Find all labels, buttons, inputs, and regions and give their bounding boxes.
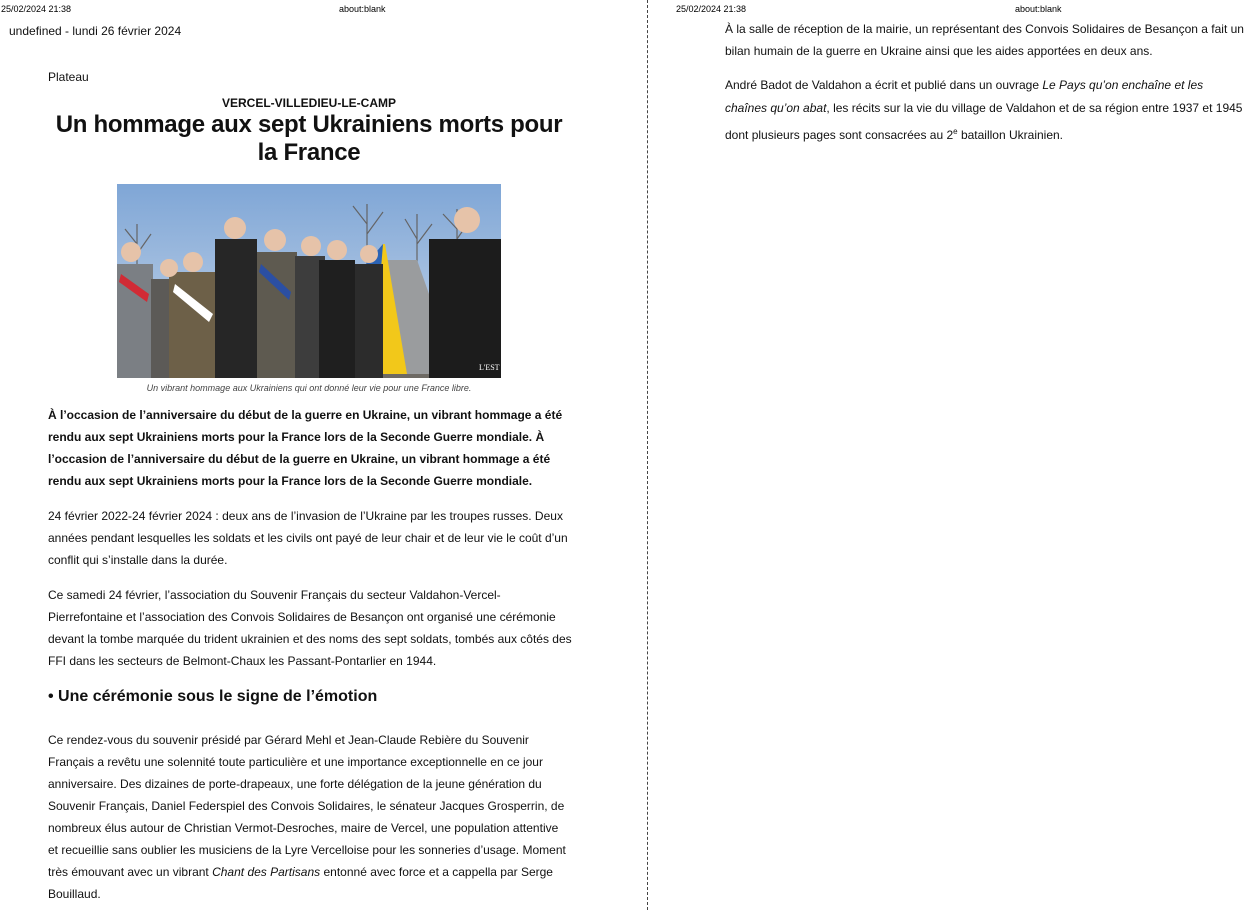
text-span: bataillon Ukrainien. (957, 128, 1064, 142)
body-paragraph: À la salle de réception de la mairie, un représentant des Convois Solidaires de Besançon a fait un bilan humain de la guerre en Ukraine ainsi que les aides apportées en deux ans. (725, 22, 1244, 58)
photo-credit: L'EST (479, 363, 500, 372)
print-timestamp: 25/02/2024 21:38 (676, 4, 747, 14)
article-photo (117, 184, 501, 378)
body-paragraph: 24 février 2022-24 février 2024 : deux ans de l’invasion de l’Ukraine par les troupes russes. Deux années pendant lesquelles les soldats et les civils ont payé de leur chair et de leur vie le coût d’un conflit qui s’installe dans la durée. (48, 509, 568, 567)
lead-paragraph: À l’occasion de l’anniversaire du début de la guerre en Ukraine, un vibrant hommage a été rendu aux sept Ukrainiens morts pour la France lors de la Seconde Guerre mondiale. À l’occasion de l’anniversaire du début de la guerre en Ukraine, un vibrant hommage a été rendu aux sept Ukrainiens morts pour la France lors de la Seconde Guerre mondiale. (48, 408, 563, 488)
body-paragraph (725, 74, 1245, 147)
photo-caption: Un vibrant hommage aux Ukrainiens qui ont donné leur vie pour une France libre. (146, 383, 472, 393)
superscript: e (953, 127, 958, 136)
page-divider (647, 0, 648, 910)
book-title: Le Pays qu’on enchaîne et les chaînes qu’on abat (725, 78, 1204, 115)
text-span: Ce rendez-vous du souvenir présidé par Gérard Mehl et Jean-Claude Rebière du Souvenir Français a revêtu une solennité toute particulière et une importance exceptionnelle en ce jour anniversaire. Des dizaines de porte-drapeaux, une forte délégation de la jeune génération du Souvenir Français, Daniel Federspiel des Convois Solidaires, le sénateur Jacques Grosperrin, de nombreux élus autour de Christian Vermot-Desroches, maire de Vercel, une population attentive et recueillie sans oublier les musiciens de la Lyre Vercelloise pour les sonneries d’usage. Moment très émouvant avec un vibrant (48, 733, 566, 879)
print-timestamp: 25/02/2024 21:38 (1, 4, 72, 14)
print-url: about:blank (339, 4, 386, 14)
section-label: Plateau (48, 70, 89, 84)
locality: VERCEL-VILLEDIEU-LE-CAMP (222, 96, 396, 110)
dateline: undefined - lundi 26 février 2024 (9, 24, 182, 38)
article-title: Un hommage aux sept Ukrainiens morts pour la France (55, 111, 563, 166)
subheading: • Une cérémonie sous le signe de l’émotion (48, 688, 378, 705)
body-paragraph (48, 729, 568, 905)
text-span: André Badot de Valdahon a écrit et publié dans un ouvrage (725, 78, 1043, 92)
print-url: about:blank (1015, 4, 1062, 14)
text-span: , les récits sur la vie du village de Valdahon et de sa région entre 1937 et 1945 dont plusieurs pages sont consacrées au 2 (725, 101, 1243, 142)
body-paragraph: Ce samedi 24 février, l’association du Souvenir Français du secteur Valdahon-Vercel-Pierrefontaine et l’association des Convois Solidaires de Besançon ont organisé une cérémonie devant la tombe marquée du trident ukrainien et des noms des sept soldats, tombés aux côtés des FFI dans les secteurs de Belmont-Chaux les Passant-Pontarlier en 1944. (48, 588, 572, 668)
text-span: entonné avec force et a cappella par Serge Bouillaud. (48, 865, 553, 901)
song-title: Chant des Partisans (212, 865, 321, 879)
